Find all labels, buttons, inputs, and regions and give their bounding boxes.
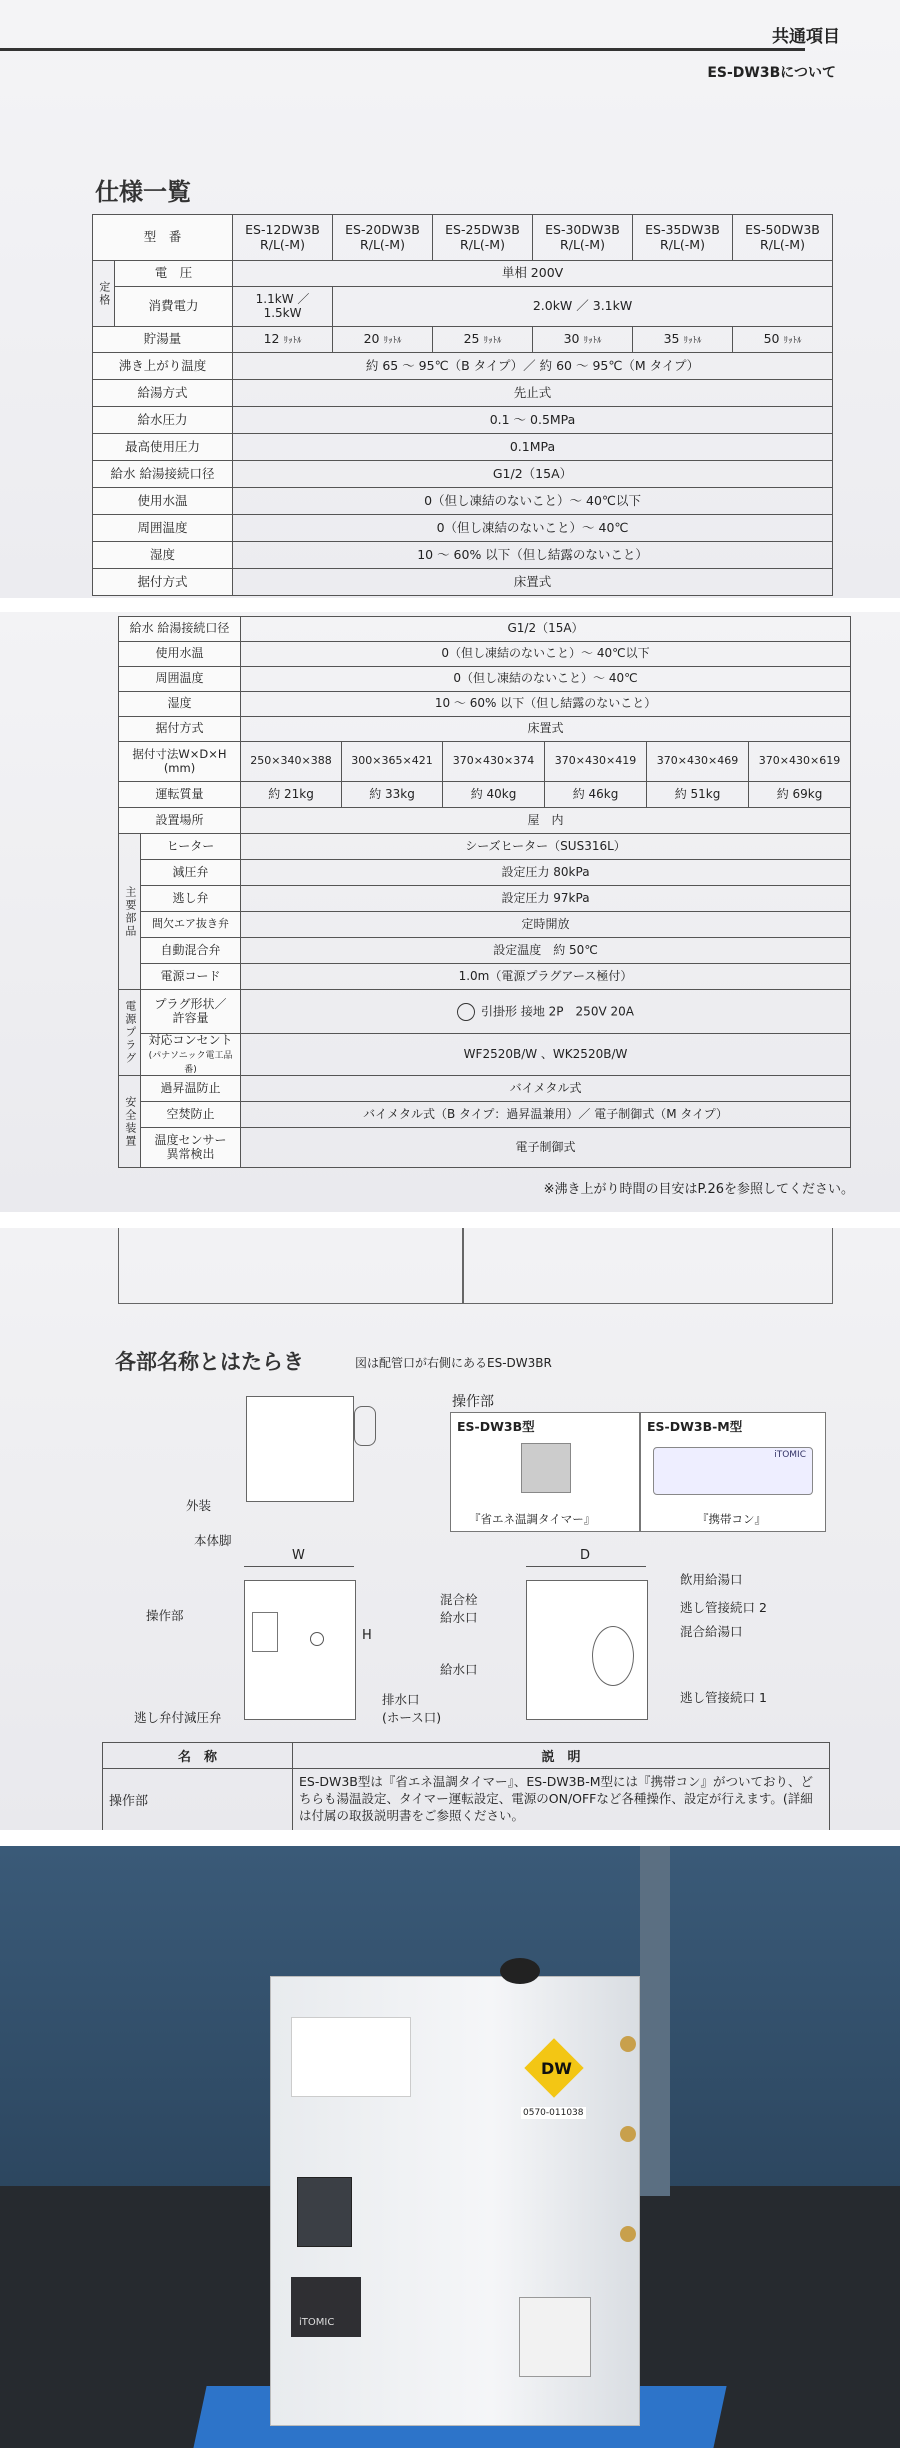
footnote: ※沸き上がり時間の目安はP.26を参照してください。 xyxy=(543,1182,854,1197)
row-value: 定時開放 xyxy=(241,912,851,938)
storage-cell: 20 ﾘｯﾄﾙ xyxy=(333,327,433,353)
row-value: 0（但し凍結のないこと）～ 40℃ xyxy=(233,515,833,542)
row-label: 給水 給湯接続口径 xyxy=(93,461,233,488)
fitting-icon xyxy=(620,2226,636,2242)
spec-page-top xyxy=(0,0,900,598)
dims-cell: 370×430×419 xyxy=(545,742,647,782)
knob-icon xyxy=(500,1958,540,1984)
row-value: 10 ～ 60% 以下（但し結露のないこと） xyxy=(241,692,851,717)
storage-cell: 50 ﾘｯﾄﾙ xyxy=(733,327,833,353)
timer-panel xyxy=(450,1412,640,1532)
col-header: ES-12DW3B R/L(-M) xyxy=(233,215,333,261)
names-head-desc: 説 明 xyxy=(293,1743,830,1769)
valve-icon xyxy=(310,1632,324,1646)
parts-title: 各部名称とはたらき xyxy=(115,1350,304,1374)
parts-subtitle: 図は配管口が右側にあるES-DW3BR xyxy=(355,1356,552,1370)
row-value: 0（但し凍結のないこと）～ 40℃ xyxy=(241,667,851,692)
label-d: D xyxy=(580,1548,591,1563)
remote-panel xyxy=(640,1412,826,1532)
row-value: 0（但し凍結のないこと）～ 40℃以下 xyxy=(241,642,851,667)
row-value: バイメタル式 xyxy=(241,1076,851,1102)
row-label: 据付方式 xyxy=(93,569,233,596)
label-foot: 本体脚 xyxy=(194,1533,232,1548)
storage-cell: 35 ﾘｯﾄﾙ xyxy=(633,327,733,353)
control-title: 操作部 xyxy=(452,1394,494,1410)
row-label: 湿度 xyxy=(93,542,233,569)
row-label: 周囲温度 xyxy=(119,667,241,692)
spec-title: 仕様一覧 xyxy=(95,178,191,206)
fitting-icon xyxy=(620,2126,636,2142)
row-label: 使用水温 xyxy=(119,642,241,667)
row-value: 先止式 xyxy=(233,380,833,407)
row-value: 単相 200V xyxy=(233,261,833,287)
row-value: 屋 内 xyxy=(241,808,851,834)
label-mix-out: 混合給湯口 xyxy=(680,1624,743,1639)
pipe-icon xyxy=(354,1406,376,1446)
mass-cell: 約 33kg xyxy=(342,782,443,808)
names-table xyxy=(102,1742,830,1830)
row-label: 過昇温防止 xyxy=(141,1076,241,1102)
row-label: 給水圧力 xyxy=(93,407,233,434)
group-plug: 電源プラグ xyxy=(119,990,141,1076)
remote-device-icon xyxy=(653,1447,813,1495)
row-label: 周囲温度 xyxy=(93,515,233,542)
row-label: 沸き上がり温度 xyxy=(93,353,233,380)
storage-cell: 30 ﾘｯﾄﾙ xyxy=(533,327,633,353)
row-label: 使用水温 xyxy=(93,488,233,515)
mass-cell: 約 69kg xyxy=(749,782,851,808)
diagram-frame-top-left xyxy=(118,1228,463,1304)
row-label: 運転質量 xyxy=(119,782,241,808)
diagram-frame-top-right xyxy=(463,1228,833,1304)
product-photo xyxy=(0,1846,900,2448)
dw-badge: DW xyxy=(541,2059,572,2078)
row-value: バイメタル式（B タイプ：過昇温兼用）／ 電子制御式（M タイプ） xyxy=(241,1102,851,1128)
warning-label xyxy=(519,2297,591,2377)
row-label: 給水 給湯接続口径 xyxy=(119,617,241,642)
mass-cell: 約 46kg xyxy=(545,782,647,808)
mass-cell: 約 40kg xyxy=(443,782,545,808)
row-label: 設置場所 xyxy=(119,808,241,834)
label-water-in: 給水口 xyxy=(440,1662,478,1677)
brand-panel xyxy=(291,2277,361,2337)
col-header: ES-35DW3B R/L(-M) xyxy=(633,215,733,261)
water-heater-unit xyxy=(270,1976,640,2426)
names-row-desc: ES-DW3B型は『省エネ温調タイマー』、ES-DW3B-M型には『携帯コン』がついており、どちらも湯温設定、タイマー運転設定、電源のON/OFFなど各種操作、設定が行えます。(詳細は付属の取扱説明書をご参照ください。 xyxy=(293,1769,830,1831)
dims-cell: 370×430×619 xyxy=(749,742,851,782)
row-value: 設定温度 約 50℃ xyxy=(241,938,851,964)
tank-icon xyxy=(592,1626,634,1686)
control-panel-small xyxy=(252,1612,278,1652)
header-common: 共通項目 xyxy=(772,27,840,47)
timer-device-icon xyxy=(521,1443,571,1493)
unit-brand: iTOMIC xyxy=(299,2317,335,2328)
spec-table-top xyxy=(92,214,833,596)
parts-page xyxy=(0,1228,900,1830)
label-relief2: 逃し管接続口 2 xyxy=(680,1600,767,1615)
row-label: プラグ形状／ 許容量 xyxy=(141,990,241,1034)
fitting-icon xyxy=(620,2036,636,2052)
label-operation: 操作部 xyxy=(146,1608,184,1623)
row-value: 10 ～ 60% 以下（但し結露のないこと） xyxy=(233,542,833,569)
label-relief-valve: 逃し弁付減圧弁 xyxy=(134,1710,222,1725)
mass-cell: 約 51kg xyxy=(647,782,749,808)
row-label: 温度センサー 異常検出 xyxy=(141,1128,241,1168)
dims-cell: 300×365×421 xyxy=(342,742,443,782)
plug-icon xyxy=(457,1003,475,1021)
row-value: 0.1MPa xyxy=(233,434,833,461)
w-dim-line xyxy=(244,1566,354,1567)
row-value xyxy=(241,990,851,1034)
label-sticker xyxy=(291,2017,411,2097)
row-label: 据付寸法W×D×H (mm) xyxy=(119,742,241,782)
row-label: 最高使用圧力 xyxy=(93,434,233,461)
row-label: 給湯方式 xyxy=(93,380,233,407)
row-label: 自動混合弁 xyxy=(141,938,241,964)
col-header: ES-20DW3B R/L(-M) xyxy=(333,215,433,261)
row-value: 1.0m（電源プラグアース極付） xyxy=(241,964,851,990)
storage-cell: 25 ﾘｯﾄﾙ xyxy=(433,327,533,353)
row-label: 電 圧 xyxy=(115,261,233,287)
remote-panel-title: ES-DW3B-M型 xyxy=(647,1419,743,1434)
row-label: 空焚防止 xyxy=(141,1102,241,1128)
row-label: ヒーター xyxy=(141,834,241,860)
row-label: 減圧弁 xyxy=(141,860,241,886)
row-value: WF2520B/W 、WK2520B/W xyxy=(241,1034,851,1076)
row-label: 貯湯量 xyxy=(93,327,233,353)
row-label: 逃し弁 xyxy=(141,886,241,912)
label-drink-out: 飲用給湯口 xyxy=(680,1572,743,1587)
row-value: 床置式 xyxy=(241,717,851,742)
col-model: 型 番 xyxy=(93,215,233,261)
row-value: 約 65 ～ 95℃（B タイプ）／ 約 60 ～ 95℃（M タイプ） xyxy=(233,353,833,380)
row-label: 湿度 xyxy=(119,692,241,717)
row-value: 電子制御式 xyxy=(241,1128,851,1168)
names-row-name: 操作部 xyxy=(103,1769,293,1831)
remote-brand: iTOMIC xyxy=(774,1450,806,1460)
header-row xyxy=(93,215,833,261)
unit-outline-top xyxy=(246,1396,354,1502)
group-rating: 定格 xyxy=(93,261,115,327)
plug-value: 引掛形 接地 2P 250V 20A xyxy=(481,1004,634,1018)
label-mixer-faucet: 混合栓 給水口 xyxy=(440,1592,478,1625)
timer-panel-title: ES-DW3B型 xyxy=(457,1419,535,1434)
row-label: 対応コンセント (パナソニック電工品番) xyxy=(141,1034,241,1076)
timer-controller xyxy=(297,2177,352,2247)
row-label: 据付方式 xyxy=(119,717,241,742)
remote-panel-caption: 『携帯コン』 xyxy=(697,1512,766,1526)
label-h: H xyxy=(362,1628,372,1643)
row-value: G1/2（15A） xyxy=(241,617,851,642)
col-header: ES-30DW3B R/L(-M) xyxy=(533,215,633,261)
col-header: ES-25DW3B R/L(-M) xyxy=(433,215,533,261)
row-value: シーズヒーター（SUS316L） xyxy=(241,834,851,860)
mass-cell: 約 21kg xyxy=(241,782,342,808)
label-relief1: 逃し管接続口 1 xyxy=(680,1690,767,1705)
header-sub: ES-DW3Bについて xyxy=(707,65,836,81)
row-value: 設定圧力 80kPa xyxy=(241,860,851,886)
storage-cell: 12 ﾘｯﾄﾙ xyxy=(233,327,333,353)
spec-table-bottom xyxy=(118,616,851,1168)
dims-cell: 250×340×388 xyxy=(241,742,342,782)
row-value: G1/2（15A） xyxy=(233,461,833,488)
label-drain: 排水口 (ホース口) xyxy=(382,1692,442,1725)
row-value: 0（但し凍結のないこと）～ 40℃以下 xyxy=(233,488,833,515)
label-outer: 外装 xyxy=(186,1498,212,1513)
row-value: 床置式 xyxy=(233,569,833,596)
header-rule xyxy=(0,48,805,51)
group-safety: 安全装置 xyxy=(119,1076,141,1168)
row-value: 2.0kW ／ 3.1kW xyxy=(333,287,833,327)
row-value: 1.1kW ／ 1.5kW xyxy=(233,287,333,327)
row-label: 電源コード xyxy=(141,964,241,990)
spec-page-bottom xyxy=(0,612,900,1212)
row-value: 0.1 ～ 0.5MPa xyxy=(233,407,833,434)
dims-cell: 370×430×469 xyxy=(647,742,749,782)
group-parts: 主要部品 xyxy=(119,834,141,990)
timer-panel-caption: 『省エネ温調タイマー』 xyxy=(469,1512,596,1526)
row-value: 設定圧力 97kPa xyxy=(241,886,851,912)
dims-cell: 370×430×374 xyxy=(443,742,545,782)
photo-pillar xyxy=(640,1846,670,2196)
support-phone: 0570-011038 xyxy=(523,2108,584,2118)
col-header: ES-50DW3B R/L(-M) xyxy=(733,215,833,261)
d-dim-line xyxy=(526,1566,646,1567)
label-w: W xyxy=(292,1548,305,1563)
names-head-name: 名 称 xyxy=(103,1743,293,1769)
row-label: 消費電力 xyxy=(115,287,233,327)
row-label: 間欠エア抜き弁 xyxy=(141,912,241,938)
